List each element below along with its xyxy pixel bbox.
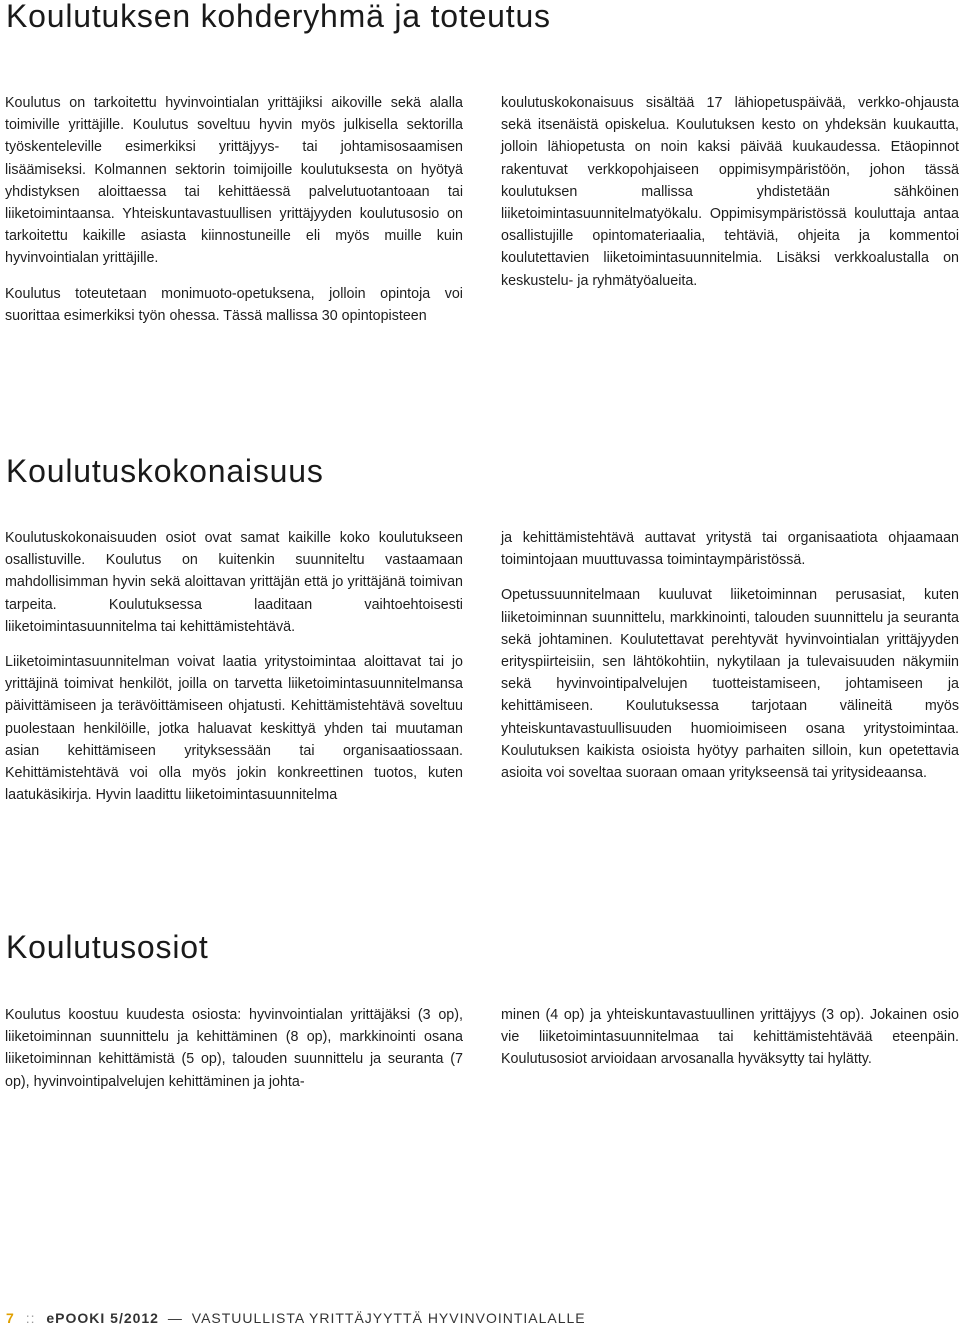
paragraph: Koulutus toteutetaan monimuoto-opetuksena, jolloin opintoja voi suorittaa esimerkiksi työn ohessa. Tässä mallissa 30 opintopisteen	[5, 285, 463, 324]
section-title: Koulutusosiot	[6, 929, 209, 965]
footer-separator: ::	[25, 1310, 36, 1326]
section-left-column	[5, 1004, 463, 1093]
section-title: Koulutuksen kohderyhmä ja toteutus	[6, 0, 551, 34]
paragraph: Opetussuunnitelmaan kuuluvat liiketoiminnan perusasiat, kuten liiketoiminnan suunnittelu, markkinointi, talouden suunnittelu ja seuranta sekä johtaminen. Koulutettavat perehtyvät hyvinvointialan yrittäjyyden erityspiirteisiin, sen lähtökohtiin, nykytilaan ja tulevaisuuden näkymiin sekä hyvinvointipalvelujen tuotteistamiseen, johtamiseen ja kehittämiseen. Koulutuksessa tarjotaan välineitä myös yhteiskuntavastuullisuuden huomioimiseen osana yritystoimintaa. Koulutuksen kaikista osioista hyötyy parhaiten silloin, kun opetettavia asioita voi soveltaa suoraan omaan yritykseensä tai yritysideaansa.	[501, 587, 959, 782]
section-title: Koulutuskokonaisuus	[6, 453, 324, 489]
paragraph: minen (4 op) ja yhteiskuntavastuullinen yrittäjyys (3 op). Jokainen osio vie liiketoimintasuunnitelmaa tai kehittämistehtävää eteenpäin. Koulutusosiot arvioidaan arvosanalla hyväksytty tai hylätty.	[501, 1007, 959, 1068]
section-left-column	[5, 527, 463, 806]
paragraph: Liiketoimintasuunnitelman voivat laatia yritystoimintaa aloittavat tai jo yrittäjinä toimivat henkilöt, joilla on tarvetta liiketoimintasuunnitelmansa päivittämiseen ja terävöittämiseen ohjatusti. Kehittämistehtävä soveltuu puolestaan henkilöille, jotka haluavat keskittyä yhden tai muutaman asian kehittämiseen yrityksessään tai organisaatiossaan. Kehittämistehtävä voi olla myös jokin konkreettinen tuotos, kuten laatukäsikirja. Hyvin laadittu liiketoimintasuunnitelma	[5, 654, 463, 804]
section-right-column	[501, 527, 959, 784]
paragraph: Koulutus on tarkoitettu hyvinvointialan yrittäjiksi aikoville sekä alalla toimiville yrittäjille. Koulutus soveltuu hyvin myös julkisella sektorilla työskenteleville esimerkiksi yrittäjyys- tai johtamisosaamisen lisäämiseksi. Kolmannen sektorin toimijoille koulutuksesta on hyötyä yhdistyksen aloittaessa tai kehittäessä palvelutuotantoaan tai liiketoimintaansa. Yhteiskuntavastuullisen yrittäjyyden koulutusosio on tarkoitettu kaikille asiasta kiinnostuneille eli myös muille kuin hyvinvointialan yrittäjille.	[5, 95, 463, 267]
section-right-column	[501, 92, 959, 292]
footer-dash: —	[167, 1310, 183, 1326]
page-footer	[6, 1310, 586, 1326]
paragraph: ja kehittämistehtävä auttavat yritystä tai organisaatiota ohjaamaan toimintojaan muuttuvassa toimintaympäristössä.	[501, 530, 959, 569]
page-number: 7	[6, 1310, 15, 1326]
paragraph: Koulutus koostuu kuudesta osiosta: hyvinvointialan yrittäjäksi (3 op), liiketoiminnan suunnittelu ja kehittäminen (8 op), markkinointi osana liiketoiminnan kehittämistä (5 op), talouden suunnittelu ja seuranta (7 op), hyvinvointipalvelujen kehittäminen ja johta-	[5, 1007, 463, 1090]
publication-title: VASTUULLISTA YRITTÄJYYTTÄ HYVINVOINTIALALLE	[191, 1310, 586, 1326]
paragraph: Koulutuskokonaisuuden osiot ovat samat kaikille koko koulutukseen osallistuville. Koulutus on kuitenkin suunniteltu vastaamaan mahdollisimman hyvin sekä aloittavan yrittäjän että jo yrittäjänä toimivan tarpeita. Koulutuksessa laaditaan vaihtoehtoisesti liiketoimintasuunnitelma tai kehittämistehtävä.	[5, 530, 463, 635]
section-left-column	[5, 92, 463, 327]
section-right-column	[501, 1004, 959, 1071]
magazine-issue: ePOOKI 5/2012	[46, 1310, 159, 1326]
paragraph: koulutuskokonaisuus sisältää 17 lähiopetuspäivää, verkko-ohjausta sekä itsenäistä opiskelua. Koulutuksen kesto on yhdeksän kuukautta, jolloin lähiopetusta on noin kaksi päivää kuukaudessa. Etäopinnot rakentuvat verkkopohjaiseen oppimisympäristöön, johon tässä koulutuksen mallissa yhdistetään sähköinen liiketoimintasuunnitelmatyökalu. Oppimisympäristössä kouluttaja antaa osallistujille opintomateriaalia, tehtäviä, ohjeita ja kommentoi koulutettavien liiketoimintasuunnitelmia. Lisäksi verkkoalustalla on keskustelu- ja ryhmätyöalueita.	[501, 95, 959, 289]
